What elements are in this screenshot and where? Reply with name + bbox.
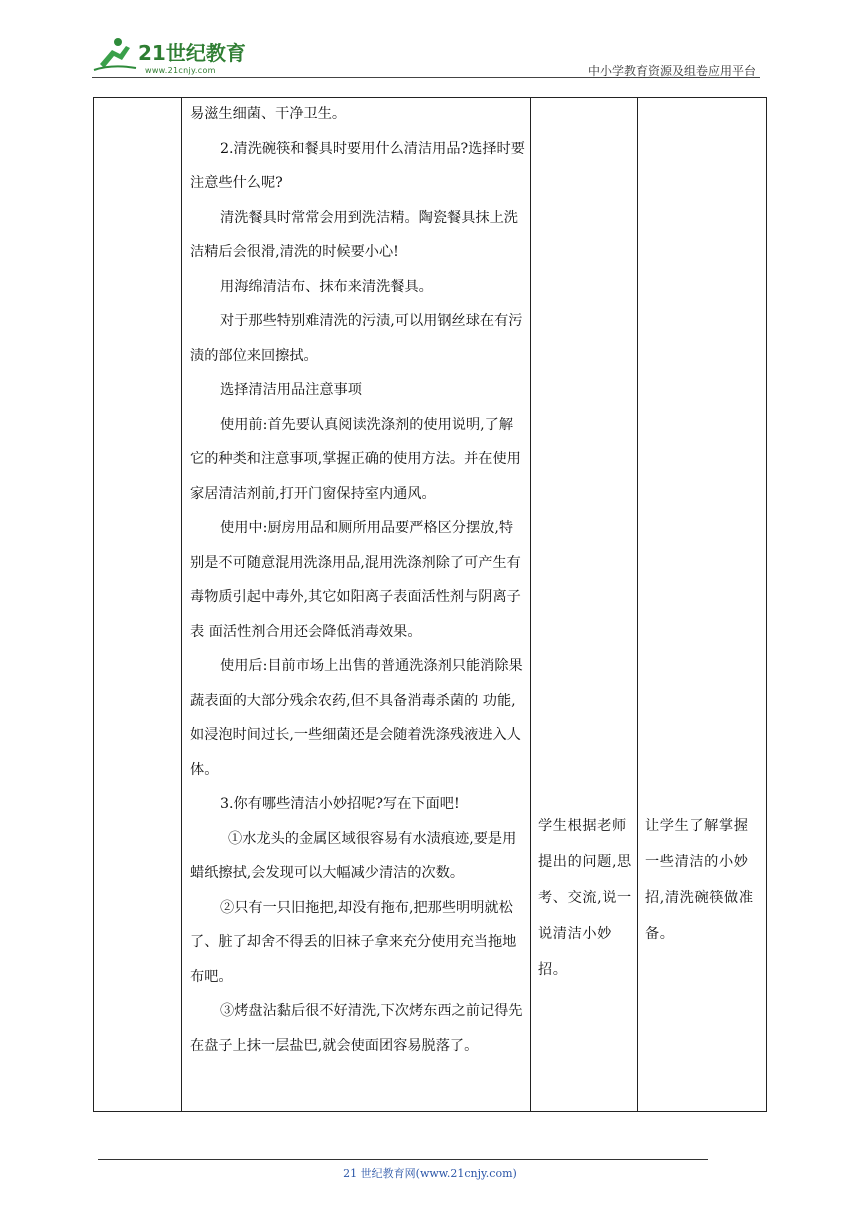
- platform-title: 中小学教育资源及组卷应用平台: [587, 64, 756, 78]
- paragraph: 对于那些特别难清洗的污渍,可以用钢丝球在有污渍的部位来回擦拭。: [190, 313, 523, 364]
- logo-text: 21世纪教育: [138, 41, 246, 65]
- table-column-divider-2: [530, 97, 531, 1112]
- paragraph: 使用前:首先要认真阅读洗涤剂的使用说明,了解它的种类和注意事项,掌握正确的使用方法。并在使用家居清洁剂前,打开门窗保持室内通风。: [190, 416, 521, 502]
- logo-url: www.21cnjy.com: [145, 66, 216, 75]
- footer-text: 21 世纪教育网(www.21cnjy.com): [343, 1167, 517, 1180]
- paragraph: 使用后:目前市场上出售的普通洗涤剂只能消除果蔬表面的大部分残余农药,但不具备消毒杀菌的 功能,如浸泡时间过长,一些细菌还是会随着洗涤残液进入人体。: [190, 658, 523, 778]
- paragraph: 用海绵清洁布、抹布来清洗餐具。: [220, 278, 433, 295]
- paragraph: 2.清洗碗筷和餐具时要用什么清洁用品?选择时要注意些什么呢?: [190, 140, 525, 191]
- teaching-content-cell: [190, 97, 525, 1063]
- table-column-divider-3: [637, 97, 638, 1112]
- paragraph: 使用中:厨房用品和厕所用品要严格区分摆放,特别是不可随意混用洗涤用品,混用洗涤剂除了可产生有毒物质引起中毒外,其它如阳离子表面活性剂与阴离子表 面活性剂合用还会降低消毒效果。: [190, 520, 521, 640]
- paragraph: ③烤盘沾黏后很不好清洗,下次烤东西之前记得先在盘子上抹一层盐巴,就会使面团容易脱落了。: [190, 1003, 523, 1054]
- paragraph: 易滋生细菌、干净卫生。: [190, 106, 347, 122]
- student-activity-cell: 学生根据老师提出的问题,思考、交流,说一说清洁小妙招。: [538, 818, 632, 978]
- header-divider: [92, 77, 760, 78]
- footer-divider: [98, 1159, 708, 1160]
- paragraph: ②只有一只旧拖把,却没有拖布,把那些明明就松了、脏了却舍不得丢的旧袜子拿来充分使用充当拖地布吧。: [190, 899, 517, 985]
- table-column-divider-1: [181, 97, 182, 1112]
- paragraph: 清洗餐具时常常会用到洗洁精。陶瓷餐具抹上洗洁精后会很滑,清洗的时候要小心!: [190, 209, 518, 260]
- paragraph: ①水龙头的金属区域很容易有水渍痕迹,要是用蜡纸擦拭,会发现可以大幅减少清洁的次数。: [190, 830, 517, 881]
- design-intent-cell: 让学生了解掌握一些清洁的小妙招,清洗碗筷做准备。: [645, 818, 754, 942]
- paragraph: 3.你有哪些清洁小妙招呢?写在下面吧!: [220, 796, 460, 812]
- paragraph: 选择清洁用品注意事项: [220, 382, 362, 398]
